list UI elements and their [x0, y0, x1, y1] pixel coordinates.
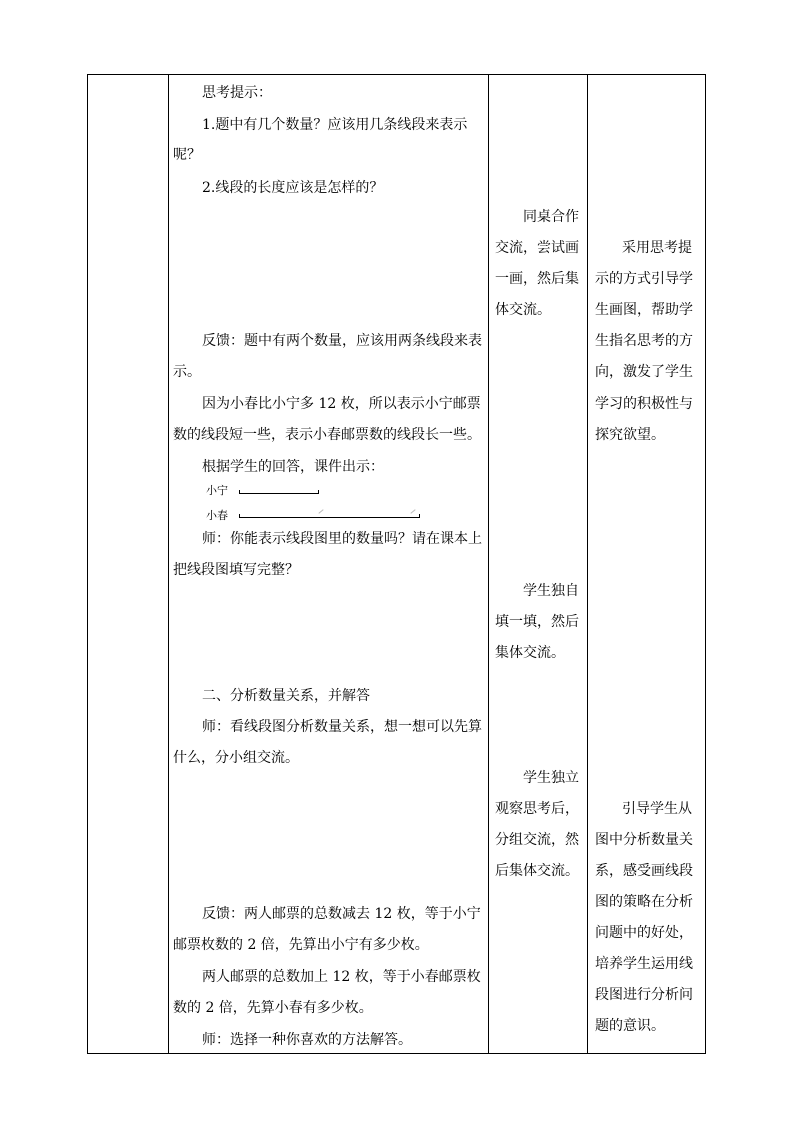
segment-xiaoning [239, 490, 319, 494]
courseware-intro: 根据学生的回答，课件出示： [202, 459, 384, 475]
column-divider-3 [587, 75, 588, 1053]
feedback-3-line1: 两人邮票的总数加上 12 枚，等于小春邮票枚 [202, 969, 481, 985]
intent-2-line6: 培养学生运用线 [595, 956, 693, 972]
segment-label-xiaoning: 小宁 [206, 484, 228, 497]
teacher-question-1-line2: 把线段图填写完整？ [173, 562, 299, 578]
activity-3-line4: 后集体交流。 [495, 863, 579, 879]
intent-2-line7: 段图进行分析问 [595, 987, 693, 1003]
column-divider-2 [488, 75, 489, 1053]
intent-1-line7: 探究欲望。 [595, 427, 665, 443]
teacher-instruction-3: 师：选择一种你喜欢的方法解答。 [202, 1032, 412, 1048]
intent-1-line6: 学习的积极性与 [595, 396, 693, 412]
feedback-3-line2: 数的 2 倍，先算小春有多少枚。 [173, 1000, 373, 1016]
feedback-2-line1: 反馈：两人邮票的总数减去 12 枚，等于小宁 [202, 906, 481, 922]
activity-2-line3: 集体交流。 [495, 645, 565, 661]
intent-2-line2: 图中分析数量关 [595, 832, 693, 848]
question-1-line1: 1.题中有几个数量？应该用几条线段来表示 [202, 117, 468, 133]
intent-2-line3: 系，感受画线段 [595, 863, 693, 879]
feedback-2-line2: 邮票枚数的 2 倍，先算出小宁有多少枚。 [173, 937, 429, 953]
reason-line2: 数的线段短一些，表示小春邮票数的线段长一些。 [173, 427, 481, 443]
teacher-question-2-line1: 师：看线段图分析数量关系，想一想可以先算 [202, 719, 482, 735]
teacher-question-1-line1: 师：你能表示线段图里的数量吗？请在课本上 [202, 531, 482, 547]
think-hint-title: 思考提示： [202, 85, 272, 101]
column-divider-1 [168, 75, 169, 1053]
intent-2-line4: 图的策略在分析 [595, 894, 693, 910]
teacher-question-2-line2: 什么，分小组交流。 [173, 750, 299, 766]
activity-3-line2: 观察思考后， [495, 801, 579, 817]
reason-line1: 因为小春比小宁多 12 枚，所以表示小宁邮票 [202, 396, 481, 412]
activity-1-line4: 体交流。 [495, 302, 551, 318]
activity-2-line2: 填一填，然后 [495, 614, 579, 630]
segment-label-xiaochun: 小春 [206, 509, 228, 522]
intent-2-line1: 引导学生从 [622, 801, 692, 817]
intent-1-line3: 生画图，帮助学 [595, 302, 693, 318]
segment-xiaochun [239, 514, 420, 518]
feedback-1-line2: 示。 [173, 364, 201, 380]
intent-1-line2: 示的方式引导学 [595, 271, 693, 287]
activity-1-line1: 同桌合作 [523, 209, 579, 225]
intent-1-line5: 向，激发了学生 [595, 364, 693, 380]
intent-1-line4: 生指名思考的方 [595, 333, 693, 349]
activity-3-line1: 学生独立 [523, 770, 579, 786]
question-2: 2.线段的长度应该是怎样的？ [202, 180, 384, 196]
intent-2-line5: 问题中的好处， [595, 925, 693, 941]
section-2-heading: 二、分析数量关系，并解答 [202, 688, 370, 704]
activity-3-line3: 分组交流，然 [495, 832, 579, 848]
question-1-line2: 呢？ [173, 147, 201, 163]
activity-1-line2: 交流，尝试画 [495, 240, 579, 256]
activity-2-line1: 学生独自 [523, 583, 579, 599]
intent-1-line1: 采用思考提 [622, 240, 692, 256]
feedback-1-line1: 反馈：题中有两个数量，应该用两条线段来表 [202, 333, 482, 349]
intent-2-line8: 题的意识。 [595, 1018, 665, 1034]
activity-1-line3: 一画，然后集 [495, 271, 579, 287]
